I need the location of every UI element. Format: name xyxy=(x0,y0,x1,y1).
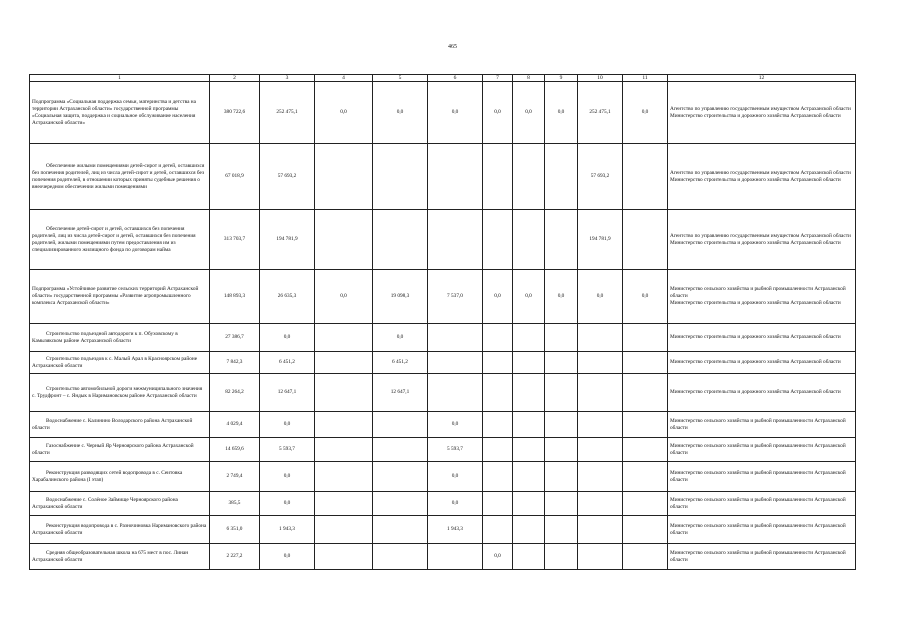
value-cell-c11 xyxy=(623,374,668,412)
row-name: Строительство подъездов к с. Малый Арал в Красноярском районе Астраханской области xyxy=(30,352,210,374)
row-name: Реконструкция водопровода в с. Разночиновка Наримановского района Астраханской области xyxy=(30,516,210,544)
value-cell-c11 xyxy=(623,438,668,462)
value-cell-c4 xyxy=(315,374,373,412)
value-cell-c8 xyxy=(513,352,545,374)
value-cell-c7 xyxy=(483,438,513,462)
value-cell-c6: 1 943,3 xyxy=(428,516,483,544)
value-cell-c9: 0,0 xyxy=(545,270,578,324)
value-cell-c9 xyxy=(545,324,578,352)
value-cell-c5: 12 647,1 xyxy=(373,374,428,412)
value-cell-c10: 57 693,2 xyxy=(578,144,623,210)
value-cell-c10 xyxy=(578,544,623,570)
value-cell-c2: 313 703,7 xyxy=(210,210,260,270)
value-cell-c2: 67 018,9 xyxy=(210,144,260,210)
value-cell-c6: 7 537,0 xyxy=(428,270,483,324)
value-cell-c3: 1 943,3 xyxy=(260,516,315,544)
value-cell-c6 xyxy=(428,374,483,412)
row-name: Реконструкция разводящих сетей водопровода в с. Сеитовка Харабалинского района (I этап) xyxy=(30,462,210,492)
table-row xyxy=(30,412,856,438)
value-cell-c3: 194 781,9 xyxy=(260,210,315,270)
value-cell-c7 xyxy=(483,210,513,270)
responsible-cell: Министерство сельского хозяйства и рыбной промышленности Астраханской области xyxy=(668,438,856,462)
column-number-row xyxy=(30,75,856,82)
value-cell-c9 xyxy=(545,352,578,374)
value-cell-c10: 252 475,1 xyxy=(578,82,623,144)
value-cell-c5 xyxy=(373,438,428,462)
table-row xyxy=(30,544,856,570)
value-cell-c8 xyxy=(513,374,545,412)
table-row xyxy=(30,352,856,374)
value-cell-c10: 0,0 xyxy=(578,270,623,324)
value-cell-c9: 0,0 xyxy=(545,82,578,144)
table-row xyxy=(30,270,856,324)
value-cell-c10 xyxy=(578,324,623,352)
responsible-cell: Агентство по управлению государственным имуществом Астраханской области Министерство строительства и дорожного хозяйства Астраханской области xyxy=(668,82,856,144)
value-cell-c2: 148 893,3 xyxy=(210,270,260,324)
value-cell-c4 xyxy=(315,324,373,352)
value-cell-c2: 7 842,3 xyxy=(210,352,260,374)
table-row xyxy=(30,210,856,270)
value-cell-c9 xyxy=(545,492,578,516)
value-cell-c2: 4 029,4 xyxy=(210,412,260,438)
responsible-cell: Министерство строительства и дорожного хозяйства Астраханской области xyxy=(668,324,856,352)
value-cell-c7 xyxy=(483,144,513,210)
value-cell-c6 xyxy=(428,324,483,352)
value-cell-c11 xyxy=(623,462,668,492)
table-row xyxy=(30,82,856,144)
value-cell-c6 xyxy=(428,210,483,270)
value-cell-c4 xyxy=(315,462,373,492)
value-cell-c11 xyxy=(623,516,668,544)
value-cell-c10 xyxy=(578,516,623,544)
value-cell-c3: 6 451,2 xyxy=(260,352,315,374)
value-cell-c9 xyxy=(545,374,578,412)
value-cell-c4 xyxy=(315,210,373,270)
value-cell-c4 xyxy=(315,352,373,374)
value-cell-c11 xyxy=(623,144,668,210)
responsible-cell: Министерство сельского хозяйства и рыбной промышленности Астраханской области xyxy=(668,412,856,438)
value-cell-c9 xyxy=(545,462,578,492)
value-cell-c6: 5 593,7 xyxy=(428,438,483,462)
value-cell-c7: 0,0 xyxy=(483,270,513,324)
value-cell-c6: 0,0 xyxy=(428,412,483,438)
value-cell-c7 xyxy=(483,492,513,516)
col-header: 5 xyxy=(373,75,428,82)
row-name: Средняя общеобразовательная школа на 675 мест в пос. Линан Астраханской области xyxy=(30,544,210,570)
value-cell-c10: 194 781,9 xyxy=(578,210,623,270)
value-cell-c5: 0,0 xyxy=(373,82,428,144)
value-cell-c6: 0,0 xyxy=(428,492,483,516)
row-name: Подпрограмма «Устойчивое развитие сельских территорий Астраханской области» государственной программы «Развитие агропромышленного комплекса Астраханской области» xyxy=(30,270,210,324)
value-cell-c5 xyxy=(373,544,428,570)
value-cell-c9 xyxy=(545,516,578,544)
value-cell-c11 xyxy=(623,352,668,374)
table-row xyxy=(30,462,856,492)
value-cell-c3: 252 475,1 xyxy=(260,82,315,144)
value-cell-c2: 385,5 xyxy=(210,492,260,516)
value-cell-c6 xyxy=(428,544,483,570)
col-header: 3 xyxy=(260,75,315,82)
page-number: 465 xyxy=(448,44,457,50)
value-cell-c8 xyxy=(513,462,545,492)
value-cell-c8 xyxy=(513,210,545,270)
value-cell-c11: 0,0 xyxy=(623,270,668,324)
value-cell-c4 xyxy=(315,492,373,516)
value-cell-c4: 0,0 xyxy=(315,82,373,144)
col-header: 6 xyxy=(428,75,483,82)
value-cell-c7 xyxy=(483,412,513,438)
value-cell-c2: 82 264,2 xyxy=(210,374,260,412)
value-cell-c11 xyxy=(623,492,668,516)
row-name: Газоснабжение с. Черный Яр Черноярского района Астраханской области xyxy=(30,438,210,462)
value-cell-c7: 0,0 xyxy=(483,82,513,144)
value-cell-c3: 0,0 xyxy=(260,324,315,352)
value-cell-c11 xyxy=(623,324,668,352)
responsible-cell: Агентство по управлению государственным имуществом Астраханской области Министерство строительства и дорожного хозяйства Астраханской области xyxy=(668,144,856,210)
value-cell-c10 xyxy=(578,462,623,492)
value-cell-c9 xyxy=(545,144,578,210)
row-name: Водоснабжение с. Калинино Володарского района Астраханской области xyxy=(30,412,210,438)
value-cell-c6 xyxy=(428,144,483,210)
col-header: 10 xyxy=(578,75,623,82)
row-name: Обеспечение жилыми помещениями детей-сирот и детей, оставшихся без попечения родителей, лиц из числа детей-сирот и детей, оставшихся без попечения родителей, в отношении которых приняты судебные решения о внеочередном обеспечении жилыми помещениями xyxy=(30,144,210,210)
value-cell-c4 xyxy=(315,544,373,570)
table-row xyxy=(30,516,856,544)
col-header: 2 xyxy=(210,75,260,82)
value-cell-c9 xyxy=(545,544,578,570)
value-cell-c9 xyxy=(545,412,578,438)
value-cell-c2: 2 227,2 xyxy=(210,544,260,570)
row-name: Строительство автомобильной дороги межмуниципального значения с. Трудфронт – с. Яндык в Наримановском районе Астраханской области xyxy=(30,374,210,412)
value-cell-c8: 0,0 xyxy=(513,270,545,324)
value-cell-c10 xyxy=(578,438,623,462)
value-cell-c7 xyxy=(483,516,513,544)
value-cell-c5 xyxy=(373,462,428,492)
value-cell-c11 xyxy=(623,210,668,270)
value-cell-c7 xyxy=(483,374,513,412)
value-cell-c8 xyxy=(513,144,545,210)
value-cell-c11: 0,0 xyxy=(623,82,668,144)
value-cell-c10 xyxy=(578,374,623,412)
value-cell-c5 xyxy=(373,412,428,438)
value-cell-c3: 5 593,7 xyxy=(260,438,315,462)
value-cell-c6: 0,0 xyxy=(428,462,483,492)
value-cell-c2: 27 386,7 xyxy=(210,324,260,352)
value-cell-c7 xyxy=(483,324,513,352)
responsible-cell: Министерство сельского хозяйства и рыбной промышленности Астраханской области xyxy=(668,516,856,544)
value-cell-c8 xyxy=(513,544,545,570)
value-cell-c2: 14 659,6 xyxy=(210,438,260,462)
table-row xyxy=(30,374,856,412)
table-row xyxy=(30,324,856,352)
value-cell-c3: 12 647,1 xyxy=(260,374,315,412)
value-cell-c4 xyxy=(315,438,373,462)
table-row xyxy=(30,492,856,516)
row-name: Водоснабжение с. Солёное Займище Черноярского района Астраханской области xyxy=(30,492,210,516)
value-cell-c9 xyxy=(545,210,578,270)
value-cell-c8 xyxy=(513,324,545,352)
value-cell-c5 xyxy=(373,144,428,210)
col-header: 9 xyxy=(545,75,578,82)
value-cell-c11 xyxy=(623,412,668,438)
value-cell-c8: 0,0 xyxy=(513,82,545,144)
value-cell-c5: 6 451,2 xyxy=(373,352,428,374)
value-cell-c8 xyxy=(513,438,545,462)
value-cell-c10 xyxy=(578,492,623,516)
responsible-cell: Министерство сельского хозяйства и рыбной промышленности Астраханской области xyxy=(668,492,856,516)
responsible-cell: Министерство сельского хозяйства и рыбной промышленности Астраханской области Министерство строительства и дорожного хозяйства Астраханской области xyxy=(668,270,856,324)
col-header: 8 xyxy=(513,75,545,82)
value-cell-c7 xyxy=(483,352,513,374)
value-cell-c4 xyxy=(315,516,373,544)
responsible-cell: Министерство строительства и дорожного хозяйства Астраханской области xyxy=(668,374,856,412)
col-header: 11 xyxy=(623,75,668,82)
value-cell-c2: 380 722,6 xyxy=(210,82,260,144)
value-cell-c6: 0,0 xyxy=(428,82,483,144)
responsible-cell: Министерство сельского хозяйства и рыбной промышленности Астраханской области xyxy=(668,462,856,492)
value-cell-c5 xyxy=(373,516,428,544)
col-header: 4 xyxy=(315,75,373,82)
row-name: Подпрограмма «Социальная поддержка семьи, материнства и детства на территории Астраханской области» государственной программы «Социальная защита, поддержка и социальное обслуживание населения Астраханской области» xyxy=(30,82,210,144)
value-cell-c7: 0,0 xyxy=(483,544,513,570)
row-name: Строительство подъездной автодороги к п. Обуховскому в Камызякском районе Астраханской области xyxy=(30,324,210,352)
col-header: 12 xyxy=(668,75,856,82)
value-cell-c8 xyxy=(513,516,545,544)
value-cell-c2: 2 749,4 xyxy=(210,462,260,492)
value-cell-c9 xyxy=(545,438,578,462)
row-name: Обеспечение детей-сирот и детей, оставшихся без попечения родителей, лиц из числа детей-сирот и детей, оставшихся без попечения родителей, жилыми помещениями путем предоставления им из специализированного жилищного фонда по договорам найма xyxy=(30,210,210,270)
value-cell-c2: 6 351,0 xyxy=(210,516,260,544)
responsible-cell: Министерство сельского хозяйства и рыбной промышленности Астраханской области xyxy=(668,544,856,570)
value-cell-c10 xyxy=(578,352,623,374)
value-cell-c5: 0,0 xyxy=(373,324,428,352)
col-header: 1 xyxy=(30,75,210,82)
value-cell-c3: 0,0 xyxy=(260,412,315,438)
responsible-cell: Агентство по управлению государственным имуществом Астраханской области Министерство строительства и дорожного хозяйства Астраханской области xyxy=(668,210,856,270)
col-header: 7 xyxy=(483,75,513,82)
value-cell-c10 xyxy=(578,412,623,438)
value-cell-c5 xyxy=(373,492,428,516)
value-cell-c8 xyxy=(513,412,545,438)
table-row xyxy=(30,438,856,462)
responsible-cell: Министерство строительства и дорожного хозяйства Астраханской области xyxy=(668,352,856,374)
value-cell-c3: 57 693,2 xyxy=(260,144,315,210)
value-cell-c3: 26 635,3 xyxy=(260,270,315,324)
value-cell-c7 xyxy=(483,462,513,492)
value-cell-c8 xyxy=(513,492,545,516)
value-cell-c4: 0,0 xyxy=(315,270,373,324)
value-cell-c4 xyxy=(315,412,373,438)
value-cell-c11 xyxy=(623,544,668,570)
value-cell-c3: 0,0 xyxy=(260,544,315,570)
table-row xyxy=(30,144,856,210)
value-cell-c6 xyxy=(428,352,483,374)
program-table xyxy=(29,74,856,570)
value-cell-c5: 19 098,3 xyxy=(373,270,428,324)
value-cell-c3: 0,0 xyxy=(260,462,315,492)
value-cell-c3: 0,0 xyxy=(260,492,315,516)
value-cell-c4 xyxy=(315,144,373,210)
value-cell-c5 xyxy=(373,210,428,270)
